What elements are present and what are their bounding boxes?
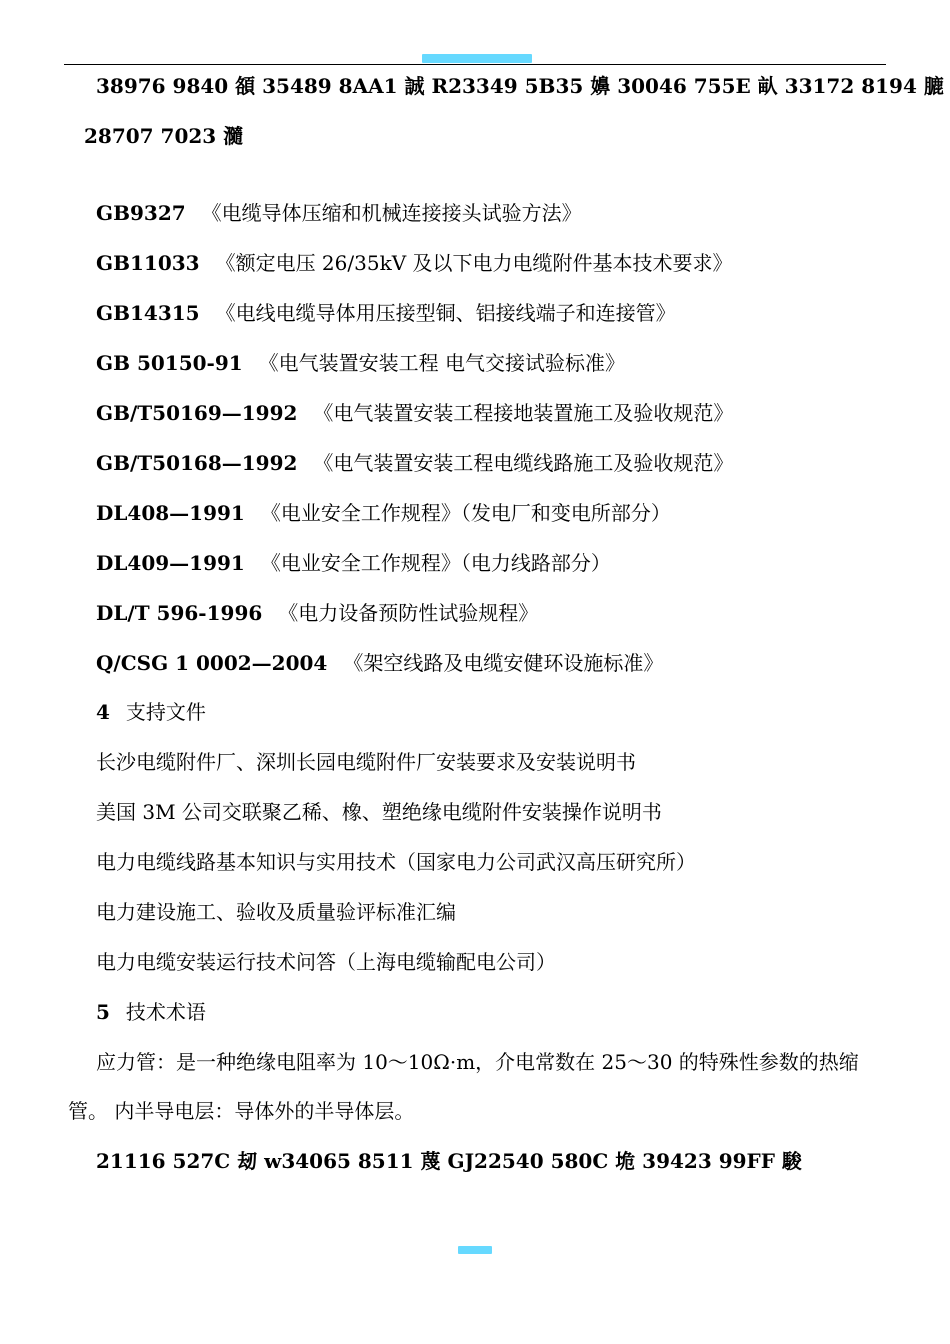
standard-item	[96, 350, 625, 376]
standard-title: 《电气装置安装工程接地装置施工及验收规范》	[313, 401, 734, 425]
standard-item	[96, 600, 538, 626]
standard-code: GB9327	[96, 201, 186, 225]
standard-title: 《电气装置安装工程电缆线路施工及验收规范》	[313, 451, 734, 475]
standard-code: DL/T 596-1996	[96, 601, 263, 625]
standard-code: GB14315	[96, 301, 200, 325]
standard-title: 《电线电缆导体用压接型铜、铝接线端子和连接管》	[215, 301, 676, 325]
support-doc-2	[96, 799, 662, 825]
standard-title: 《电气装置安装工程 电气交接试验标准》	[258, 351, 626, 375]
footer-watermark-bar	[458, 1246, 492, 1254]
section-5-heading	[96, 999, 206, 1025]
standard-item	[96, 250, 733, 276]
standard-title: 《架空线路及电缆安健环设施标准》	[343, 651, 664, 675]
standard-code: GB/T50168—1992	[96, 451, 298, 475]
standard-code: DL409—1991	[96, 551, 245, 575]
standard-title: 《电缆导体压缩和机械连接接头试验方法》	[201, 201, 582, 225]
section-4-heading	[96, 699, 206, 725]
support-doc-3: 电力电缆线路基本知识与实用技术（国家电力公司武汉高压研究所）	[96, 850, 696, 874]
section-5-number: 5	[96, 1000, 110, 1024]
standard-item	[96, 300, 676, 326]
support-doc-5: 电力电缆安装运行技术问答（上海电缆输配电公司）	[96, 950, 556, 974]
garbled-line-1: 38976 9840 頟 35489 8AA1 誠 R23349 5B35 嬶 30046 755E 畒 33172 8194 膔	[96, 74, 944, 98]
standard-item	[96, 200, 582, 226]
standard-code: GB 50150-91	[96, 351, 243, 375]
standard-item	[96, 400, 733, 426]
standard-code: Q/CSG 1 0002—2004	[96, 651, 328, 675]
section-4-number: 4	[96, 700, 110, 724]
section-4-title: 支持文件	[125, 700, 206, 724]
standard-code: GB11033	[96, 251, 200, 275]
garbled-line-2: 28707 7023 瀡	[84, 124, 244, 148]
standard-item	[96, 650, 663, 676]
term-stress-tube-line-2: 管。 内半导电层：导体外的半导体层。	[68, 1099, 415, 1123]
support-doc-4: 电力建设施工、验收及质量验评标准汇编	[96, 900, 456, 924]
standard-item	[96, 550, 611, 576]
standard-title: 《额定电压 26/35kV 及以下电力电缆附件基本技术要求》	[215, 251, 733, 275]
standard-code: DL408—1991	[96, 501, 245, 525]
standard-title: 《电业安全工作规程》（电力线路部分）	[260, 551, 611, 575]
term-stress-tube-line-1: 应力管：是一种绝缘电阻率为 10～10Ω·m，介电常数在 25～30 的特殊性参数的热缩	[96, 1050, 859, 1074]
support-doc-1: 长沙电缆附件厂、深圳长园电缆附件厂安装要求及安装说明书	[96, 750, 636, 774]
standard-item	[96, 500, 671, 526]
section-5-title: 技术术语	[125, 1000, 206, 1024]
header-watermark-bar	[422, 54, 532, 63]
support-doc-2-text: 美国 3M 公司交联聚乙稀、橡、塑绝缘电缆附件安装操作说明书	[96, 800, 662, 824]
standard-title: 《电力设备预防性试验规程》	[278, 601, 539, 625]
standard-title: 《电业安全工作规程》（发电厂和变电所部分）	[260, 501, 671, 525]
standard-item	[96, 450, 733, 476]
header-rule	[64, 64, 886, 65]
garbled-line-3: 21116 527C 刼 w34065 8511 蔑 GJ22540 580C 垝 39423 99FF 駿	[96, 1149, 802, 1173]
standard-code: GB/T50169—1992	[96, 401, 298, 425]
